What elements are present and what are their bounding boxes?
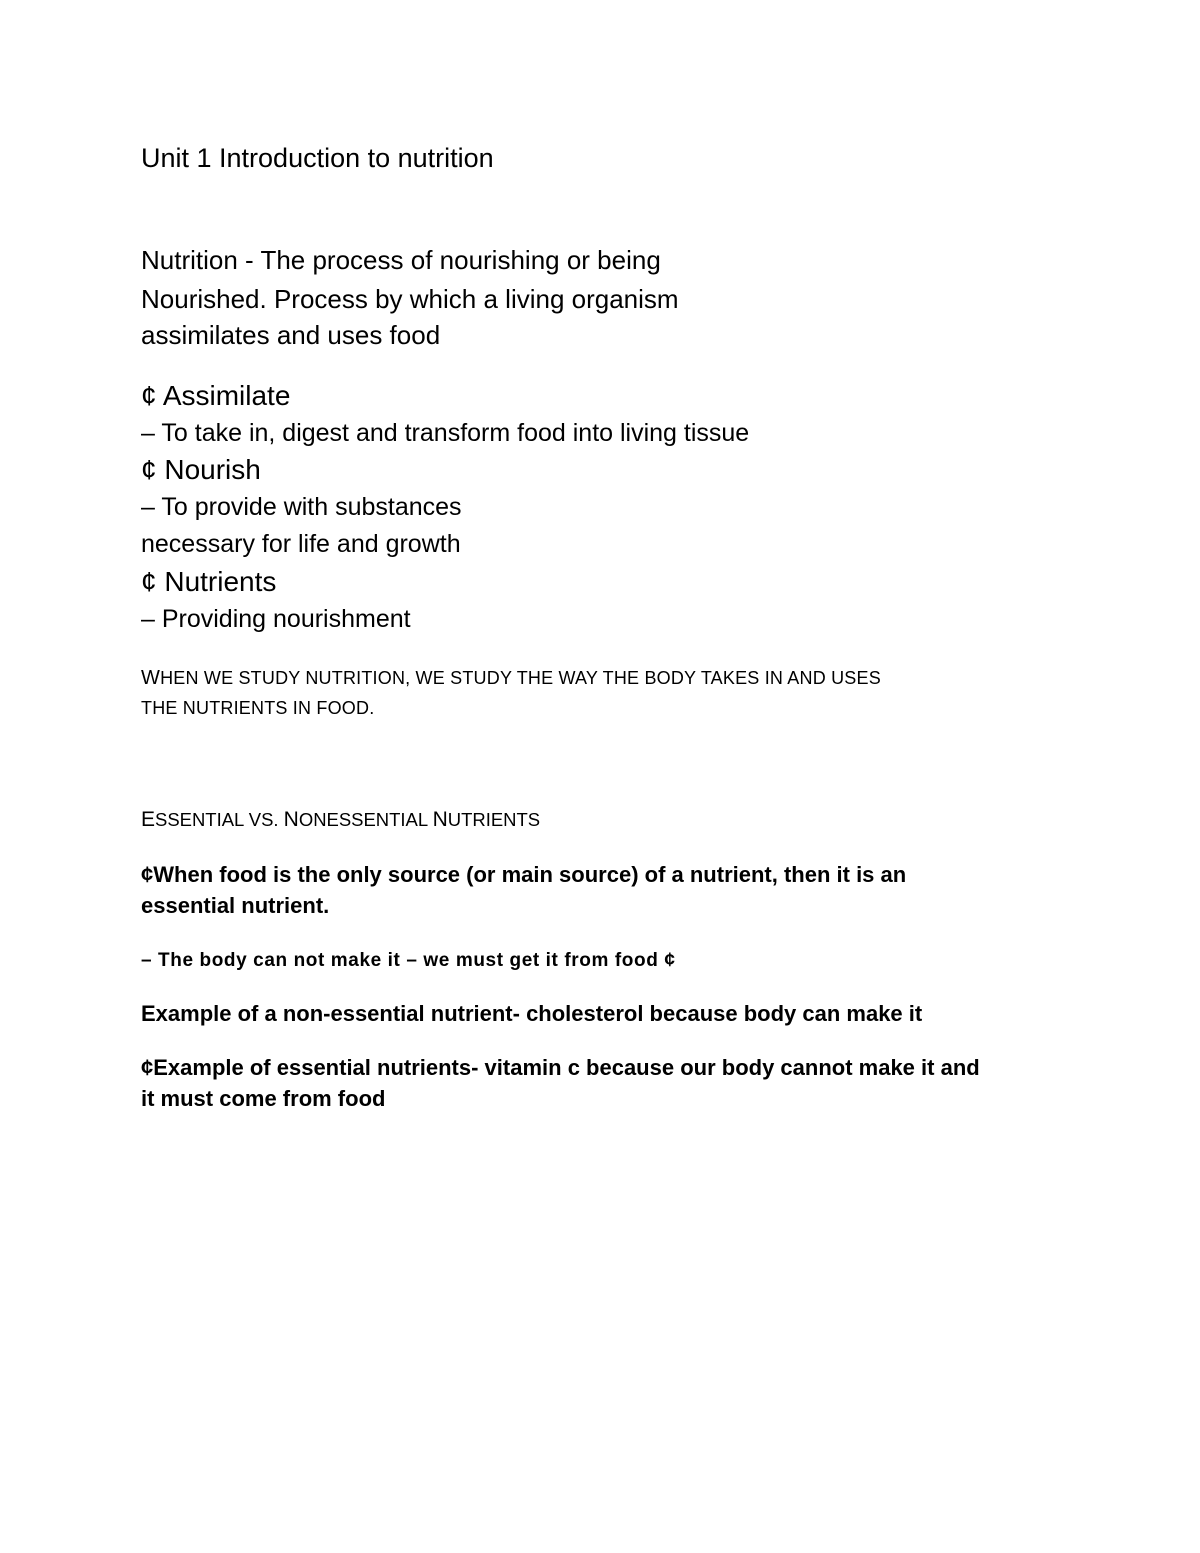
term-nourish-desc-2: necessary for life and growth — [141, 530, 461, 558]
term-label: Nutrients — [164, 566, 277, 597]
essential-example-line-1: ¢Example of essential nutrients- vitamin c because our body cannot make it and — [141, 1055, 980, 1080]
term-nutrients — [141, 568, 276, 596]
study-statement-line-1: WHEN WE STUDY NUTRITION, WE STUDY THE WAY THE BODY TAKES IN AND USES — [141, 667, 881, 689]
cent-bullet-icon: ¢ — [141, 566, 157, 597]
page-title: Unit 1 Introduction to nutrition — [141, 143, 494, 173]
essential-example-line-2: it must come from food — [141, 1086, 386, 1111]
cent-bullet-icon: ¢ — [141, 454, 157, 485]
term-nutrients-desc: – Providing nourishment — [141, 605, 411, 633]
definition-line-1: Nutrition - The process of nourishing or being — [141, 245, 661, 275]
cent-bullet-icon: ¢ — [141, 380, 157, 411]
section-heading: ESSENTIAL VS. NONESSENTIAL NUTRIENTS — [141, 808, 541, 831]
term-nourish — [141, 456, 261, 484]
term-label: Nourish — [164, 454, 261, 485]
term-assimilate — [141, 382, 290, 410]
term-label: Assimilate — [162, 380, 291, 411]
definition-line-3: assimilates and uses food — [141, 320, 441, 350]
essential-note: – The body can not make it – we must get it from food ¢ — [141, 950, 676, 971]
term-assimilate-desc: – To take in, digest and transform food into living tissue — [141, 419, 750, 447]
term-nourish-desc-1: – To provide with substances — [141, 493, 462, 521]
essential-bullet-line-2: essential nutrient. — [141, 893, 330, 918]
nonessential-example: Example of a non-essential nutrient- cholesterol because body can make it — [141, 1001, 923, 1026]
cent-bullet-icon: ¢ — [141, 1055, 154, 1080]
cent-bullet-icon: ¢ — [664, 950, 676, 971]
cent-bullet-icon: ¢ — [141, 862, 154, 887]
study-statement-line-2: THE NUTRIENTS IN FOOD. — [141, 698, 375, 718]
definition-line-2: Nourished. Process by which a living organism — [141, 284, 679, 314]
essential-bullet-line-1: ¢When food is the only source (or main source) of a nutrient, then it is an — [141, 862, 907, 887]
